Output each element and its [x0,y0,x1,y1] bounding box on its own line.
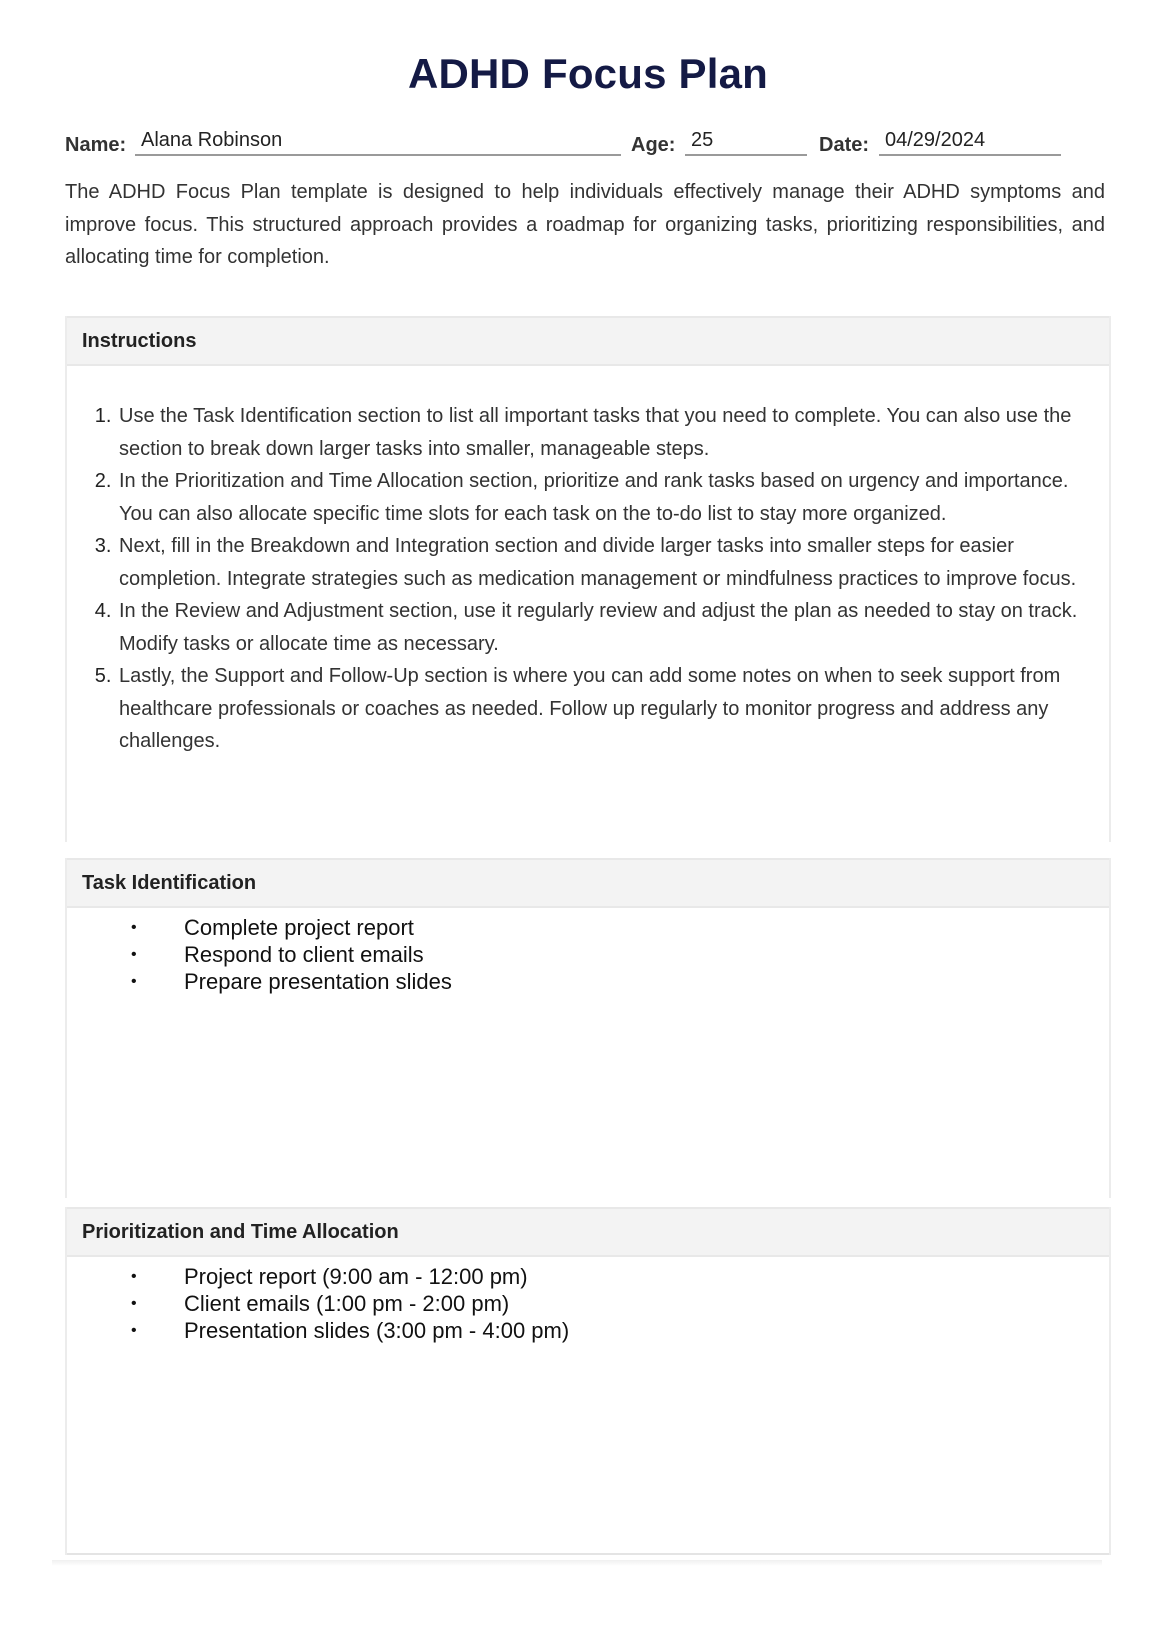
instructions-header: Instructions [67,316,1109,366]
allocation-text: Client emails (1:00 pm - 2:00 pm) [184,1291,510,1316]
instruction-item: 4. In the Review and Adjustment section, use it regularly review and adjust the plan as needed to stay on track. Modify tasks or allocate time as necessary. [117,595,1092,660]
task-identification-body[interactable] [67,908,1109,1198]
instructions-section [65,316,1111,842]
list-item [67,1317,1109,1344]
instruction-item: 2. In the Prioritization and Time Allocation section, prioritize and rank tasks based on urgency and importance. You can also allocate specific time slots for each task on the to-do list to stay more organized. [117,465,1092,530]
allocation-text: Project report (9:00 am - 12:00 pm) [184,1264,528,1289]
name-label: Name: [65,134,127,156]
patient-info-row [65,128,1105,160]
list-item [67,1263,1109,1290]
name-field[interactable]: Alana Robinson [135,128,621,156]
date-field[interactable]: 04/29/2024 [879,128,1061,156]
instructions-body [67,366,1109,842]
bullet-icon: • [131,919,137,936]
prioritization-body[interactable] [67,1257,1109,1555]
prioritization-header: Prioritization and Time Allocation [67,1207,1109,1257]
task-text: Complete project report [184,915,414,940]
list-item [67,941,1109,968]
instruction-item: 5. Lastly, the Support and Follow-Up section is where you can add some notes on when to seek support from healthcare professionals or coaches as needed. Follow up regularly to monitor progress and address any challenges. [117,660,1092,758]
list-item [67,968,1109,995]
task-text: Respond to client emails [184,942,424,967]
allocation-text: Presentation slides (3:00 pm - 4:00 pm) [184,1318,570,1343]
bullet-icon: • [131,973,137,990]
time-allocation-list [67,1257,1109,1344]
bullet-icon: • [131,1322,137,1339]
instruction-item: 3. Next, fill in the Breakdown and Integration section and divide larger tasks into smaller steps for easier completion. Integrate strategies such as medication management or mindfulness practices to improve focus. [117,530,1092,595]
bullet-icon: • [131,946,137,963]
bullet-icon: • [131,1268,137,1285]
page-bottom-shadow [52,1560,1102,1566]
bullet-icon: • [131,1295,137,1312]
task-text: Prepare presentation slides [184,969,452,994]
age-field[interactable]: 25 [685,128,807,156]
task-identification-header: Task Identification [67,858,1109,908]
list-item [67,914,1109,941]
age-label: Age: [631,134,676,156]
list-item [67,1290,1109,1317]
task-list [67,908,1109,995]
intro-paragraph: The ADHD Focus Plan template is designed to help individuals effectively manage their ADHD symptoms and improve focus. This structured approach provides a roadmap for organizing tasks, prioritizing responsibilities, and allocating time for completion. [65,181,1105,268]
instructions-list [67,400,1092,758]
date-label: Date: [819,134,870,156]
prioritization-section [65,1207,1111,1555]
page-title: ADHD Focus Plan [407,50,769,97]
instruction-item: 1. Use the Task Identification section to list all important tasks that you need to complete. You can also use the section to break down larger tasks into smaller, manageable steps. [117,400,1092,465]
task-identification-section [65,858,1111,1198]
